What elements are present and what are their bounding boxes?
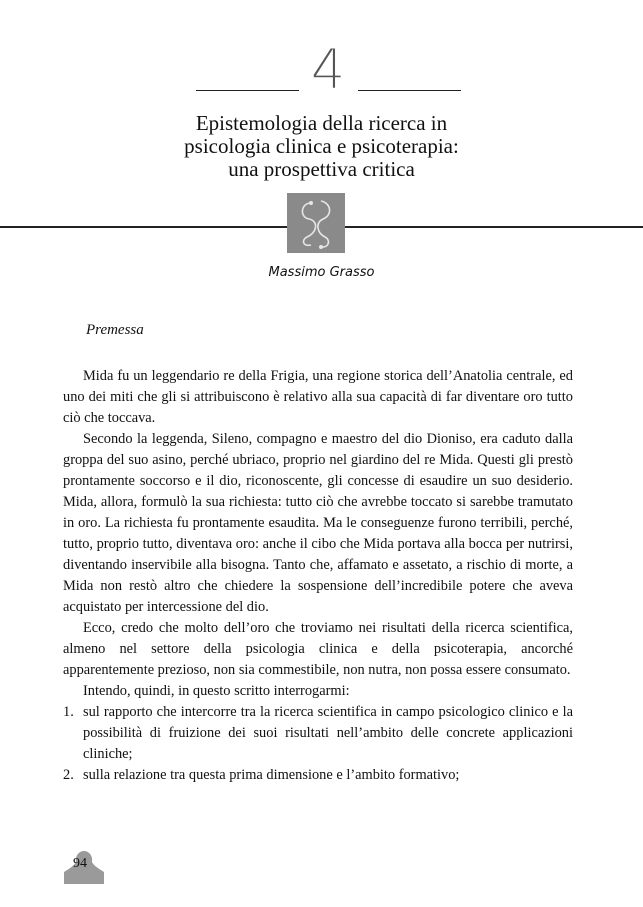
body-text xyxy=(63,366,573,786)
chapter-number: 4 xyxy=(310,38,346,101)
chapter-emblem-icon xyxy=(287,193,345,253)
list-item-number: 2. xyxy=(63,767,74,783)
list-item xyxy=(63,702,573,765)
chapter-rule-right xyxy=(358,90,461,91)
paragraph: Secondo la leggenda, Sileno, compagno e maestro del dio Dioniso, era caduto dalla groppa del suo asino, perché ubriaco, proprio nel giardino del re Mida. Questi gli prestò prontamente soccorso e il dio, riconoscente, gli concesse di esaudire un suo desiderio. Mida, allora, formulò la sua richiesta: tutto ciò che avrebbe toccato si sarebbe tramutato in oro. La richiesta fu prontamente esaudita. Ma le conseguenze furono terribili, perché, tutto, proprio tutto, diventava oro: anche il cibo che Mida portava alla bocca per nutrirsi, diventando inservibile alla bisogna. Tanto che, affamato e assetato, a rischio di morte, a Mida non restò altro che chiedere la sospensione dell’incredibile potere che aveva acquistato per intercessione del dio. xyxy=(63,431,573,615)
author-name: Massimo Grasso xyxy=(268,265,375,280)
list-item xyxy=(63,765,573,786)
page-number: 94 xyxy=(73,856,87,871)
paragraph: Ecco, credo che molto dell’oro che troviamo nei risultati della ricerca scientifica, almeno nel settore della psicologia clinica e della psicoterapia, ancorché apparentemente prezioso, non sia commestibile, non nutra, non possa essere consumato. xyxy=(63,620,573,678)
title-line: una prospettiva critica xyxy=(228,157,415,181)
list-item-text: sulla relazione tra questa prima dimensione e l’ambito formativo; xyxy=(83,767,460,783)
paragraph: Intendo, quindi, in questo scritto interrogarmi: xyxy=(83,683,350,699)
chapter-heading xyxy=(0,40,643,100)
list-item-text: sul rapporto che intercorre tra la ricerca scientifica in campo psicologico clinico e la possibilità di fruizione dei suoi risultati nell’ambito delle concrete applicazioni cliniche; xyxy=(83,704,573,762)
title-line: psicologia clinica e psicoterapia: xyxy=(184,134,459,158)
question-list xyxy=(63,702,573,786)
chapter-rule-left xyxy=(196,90,299,91)
chapter-title xyxy=(100,112,543,181)
list-item-number: 1. xyxy=(63,704,74,720)
paragraph: Mida fu un leggendario re della Frigia, una regione storica dell’Anatolia centrale, ed uno dei miti che gli si attribuiscono è relativo alla sua capacità di far diventare oro tutto ciò che toccava. xyxy=(63,368,573,426)
section-title: Premessa xyxy=(86,322,144,338)
title-line: Epistemologia della ricerca in xyxy=(195,111,448,135)
